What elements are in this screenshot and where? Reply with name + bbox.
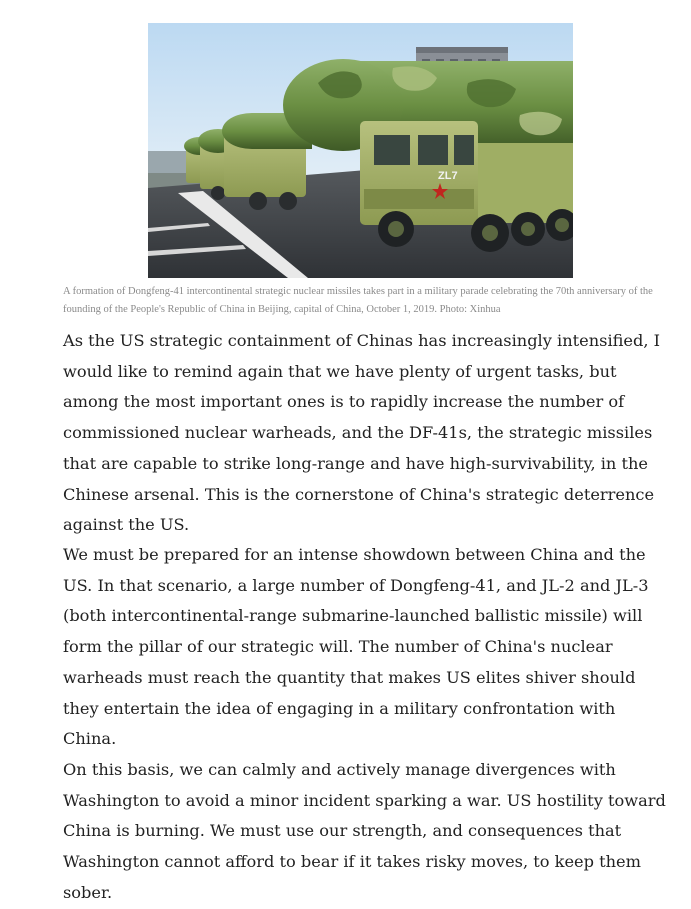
- photo-caption: A formation of Dongfeng-41 intercontinental strategic nuclear missiles takes part in a military parade celebrating the 70th anniversary of the founding of the People's Republic of China in Beijing, capital of China, October 1, 2019. Photo: Xinhua: [63, 286, 653, 315]
- plate-number: ZL7: [438, 170, 458, 182]
- body-paragraph-1: As the US strategic containment of Chinas has increasingly intensified, I would like to remind again that we have plenty of urgent tasks, but among the most important ones is to rapidly increase the number of commissioned nuclear warheads, and the DF-41s, the strategic missiles that are capable to strike long-range and have high-survivability, in the Chinese arsenal. This is the cornerstone of China's strategic deterrence against the US.: [63, 331, 661, 535]
- parade-photo: [148, 23, 573, 278]
- body-paragraph-2: We must be prepared for an intense showdown between China and the US. In that scenario, a large number of Dongfeng-41, and JL-2 and JL-3 (both intercontinental-range submarine-launched ballistic missile) will form the pillar of our strategic will. The number of China's nuclear warheads must reach the quantity that makes US elites shiver should they entertain the idea of engaging in a military confrontation with China.: [63, 545, 649, 749]
- parade-photo-illustration: [148, 23, 573, 278]
- body-paragraph-3: On this basis, we can calmly and actively manage divergences with Washington to avoid a minor incident sparking a war. US hostility toward China is burning. We must use our strength, and consequences that Washington cannot afford to bear if it takes risky moves, to keep them sober.: [63, 760, 666, 902]
